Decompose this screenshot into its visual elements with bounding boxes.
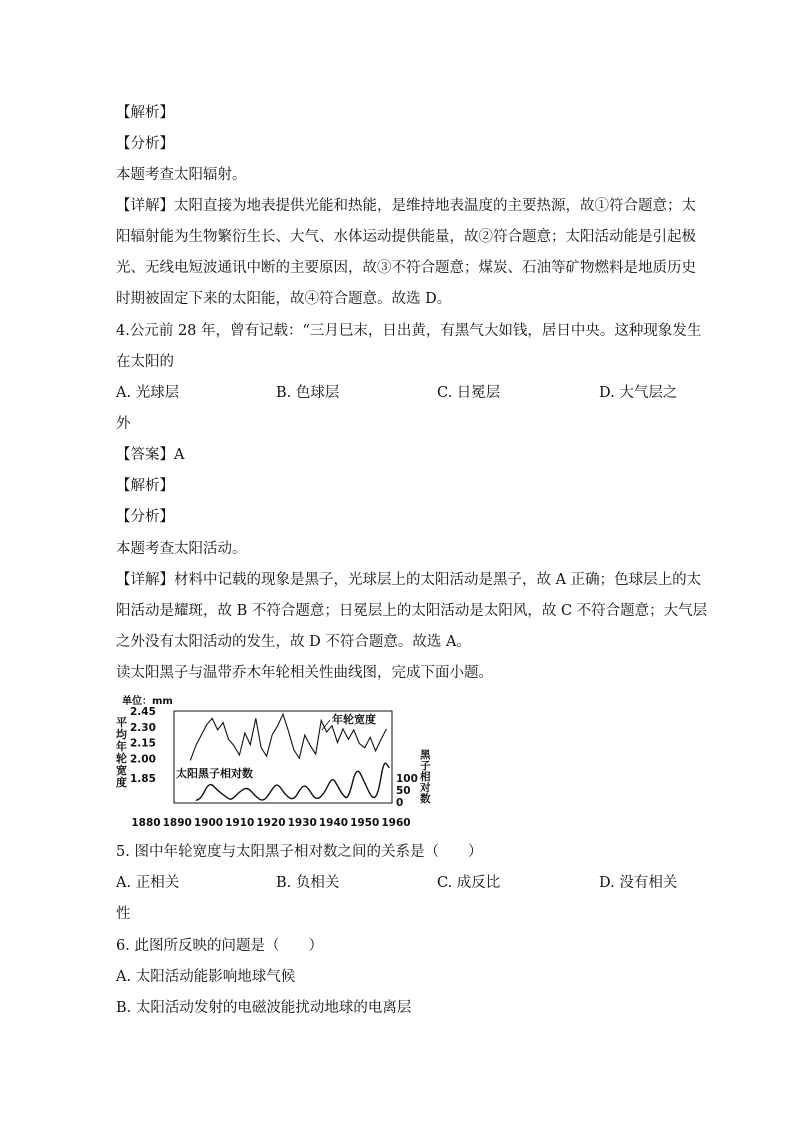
left-axis-label (116, 715, 128, 789)
right-axis-label-char: 黑 (420, 749, 431, 761)
x-tick-label: 1950 (350, 817, 380, 829)
left-axis-label-char: 均 (116, 728, 127, 741)
x-tick-label: 1890 (162, 817, 192, 829)
left-tick-label: 2.15 (130, 737, 156, 750)
detail-line: 【详解】材料中记载的现象是黑子，光球层上的太阳活动是黑子，故 A 正确；色球层上的太 (116, 572, 702, 588)
detail-line: 时期被固定下来的太阳能，故④符合题意。故选 D。 (116, 291, 452, 307)
option-d-wrap: 外 (116, 416, 131, 432)
x-axis-ticks (131, 817, 410, 829)
option-a: A. 正相关 (116, 875, 180, 891)
right-axis-label-char: 相 (420, 771, 431, 783)
detail-line: 光、无线电短波通讯中断的主要原因，故③不符合题意；煤炭、石油等矿物燃料是地质历史 (116, 260, 696, 276)
right-tick-label: 50 (396, 785, 411, 797)
option-a: A. 太阳活动能影响地球气候 (116, 969, 296, 985)
series-label-ring-width: 年轮宽度 (332, 713, 376, 726)
question-5-stem: 5. 图中年轮宽度与太阳黑子相对数之间的关系是（ ） (116, 844, 483, 860)
analysis-label: 【解析】 (116, 478, 174, 494)
right-tick-label: 0 (396, 797, 404, 809)
detail-line: 阳辐射能为生物繁衍生长、大气、水体运动提供能量，故②符合题意；太阳活动能是引起极 (116, 229, 696, 245)
question-4-stem: 在太阳的 (116, 354, 174, 370)
x-tick-label: 1880 (131, 817, 161, 829)
left-axis-label-char: 平 (116, 716, 127, 729)
option-c: C. 成反比 (437, 875, 501, 891)
answer-text: 【答案】A (116, 447, 185, 463)
option-c: C. 日冕层 (437, 385, 501, 401)
x-tick-label: 1900 (193, 817, 224, 829)
left-axis-label-char: 年 (116, 740, 127, 753)
detail-line: 【详解】太阳直接为地表提供光能和热能，是维持地表温度的主要热源，故①符合题意；太 (116, 198, 696, 214)
x-tick-label: 1920 (256, 817, 286, 829)
x-tick-label: 1960 (381, 817, 411, 829)
option-a: A. 光球层 (116, 385, 180, 401)
topic-text: 本题考查太阳活动。 (116, 541, 247, 557)
series-label-sunspot: 太阳黑子相对数 (176, 767, 253, 780)
x-tick-label: 1940 (318, 817, 349, 829)
right-axis-label-char: 子 (420, 760, 431, 772)
left-axis-label-char: 轮 (116, 752, 127, 765)
option-b: B. 负相关 (276, 875, 340, 891)
x-tick-label: 1910 (225, 817, 255, 829)
sunspot-treering-chart (110, 690, 431, 830)
option-d: D. 大气层之 (599, 385, 678, 401)
option-d: D. 没有相关 (599, 875, 678, 891)
unit-label: 单位：mm (122, 696, 173, 707)
x-tick-label: 1930 (287, 817, 317, 829)
right-axis-ticks (396, 773, 418, 809)
option-b: B. 太阳活动发射的电磁波能扰动地球的电离层 (116, 1000, 412, 1016)
option-d-wrap: 性 (116, 906, 131, 922)
detail-line: 阳活动是耀斑，故 B 不符合题意；日冕层上的太阳活动是太阳风，故 C 不符合题意；大气层 (116, 603, 708, 619)
left-axis-label-char: 度 (116, 776, 127, 789)
left-axis-label-char: 宽 (116, 764, 127, 777)
detail-line: 之外没有太阳活动的发生，故 D 不符合题意。故选 A。 (116, 634, 471, 650)
right-axis-label-char: 数 (420, 793, 431, 805)
left-tick-label: 1.85 (130, 773, 156, 785)
chart-intro: 读太阳黑子与温带乔木年轮相关性曲线图，完成下面小题。 (116, 665, 493, 681)
left-tick-label: 2.45 (130, 706, 156, 718)
left-tick-label: 2.00 (130, 753, 156, 766)
left-tick-label: 2.30 (130, 721, 156, 734)
question-4-stem: 4.公元前 28 年，曾有记载：“三月巳末，日出黄，有黑气大如钱，居日中央。这种现象发生 (116, 323, 702, 339)
option-b: B. 色球层 (276, 385, 340, 401)
left-axis-ticks (130, 706, 156, 785)
topic-text: 本题考查太阳辐射。 (116, 167, 247, 183)
right-axis-label-char: 对 (420, 782, 431, 794)
fenxi-label: 【分析】 (116, 136, 174, 152)
right-tick-label: 100 (396, 773, 418, 785)
analysis-label: 【解析】 (116, 105, 174, 121)
right-axis-label (419, 748, 431, 805)
question-6-stem: 6. 此图所反映的问题是（ ） (116, 938, 323, 954)
fenxi-label: 【分析】 (116, 509, 174, 525)
